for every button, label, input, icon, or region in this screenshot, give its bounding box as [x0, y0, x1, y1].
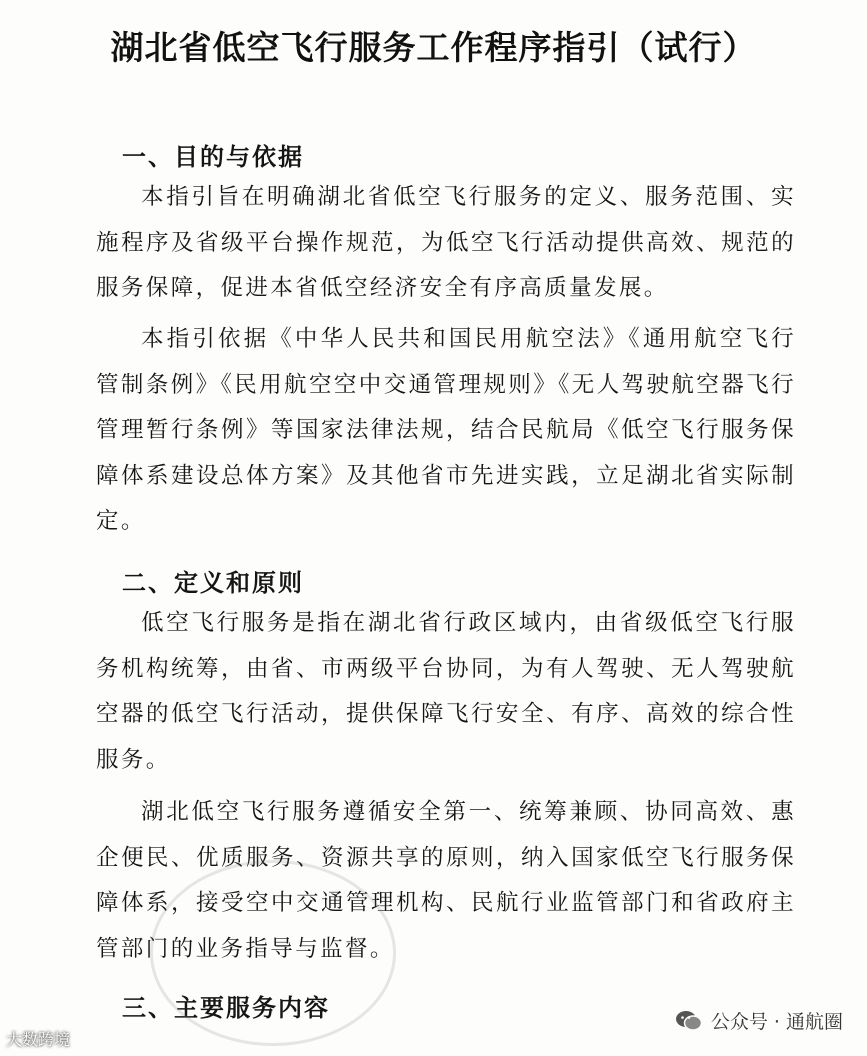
watermark-left-text: 大数跨境 — [6, 1030, 71, 1049]
paragraph-3: 低空飞行服务是指在湖北省行政区域内，由省级低空飞行服务机构统筹，由省、市两级平台协同，为有人驾驶、无人驾驶航空器的低空飞行活动，提供保障飞行安全、有序、高效的综合性服务。 — [96, 610, 796, 773]
watermark-right — [675, 1007, 843, 1034]
watermark-left — [6, 1027, 70, 1050]
paragraph-2: 本指引依据《中华人民共和国民用航空法》《通用航空飞行管制条例》《民用航空空中交通管理规则》《无人驾驶航空器飞行管理暂行条例》等国家法律法规，结合民航局《低空飞行服务保障体系建设总体方案》及其他省市先进实践，立足湖北省实际制定。 — [96, 326, 796, 534]
watermark-right-text: 公众号 · 通航圈 — [710, 1011, 843, 1033]
paragraph-4: 湖北低空飞行服务遵循安全第一、统筹兼顾、协同高效、惠企便民、优质服务、资源共享的原则，纳入国家低空飞行服务保障体系，接受空中交通管理机构、民航行业监管部门和省政府主管部门的业务指导与监督。 — [96, 799, 796, 962]
official-seal — [150, 860, 396, 1046]
section-heading-2: 二、定义和原则 — [122, 569, 304, 597]
section-heading-3: 三、主要服务内容 — [122, 994, 330, 1022]
section-heading-1: 一、目的与依据 — [122, 143, 304, 171]
document-title: 湖北省低空飞行服务工作程序指引（试行） — [110, 28, 757, 67]
paragraph-1: 本指引旨在明确湖北省低空飞行服务的定义、服务范围、实施程序及省级平台操作规范，为低空飞行活动提供高效、规范的服务保障，促进本省低空经济安全有序高质量发展。 — [96, 184, 796, 301]
wechat-icon — [675, 1009, 703, 1033]
